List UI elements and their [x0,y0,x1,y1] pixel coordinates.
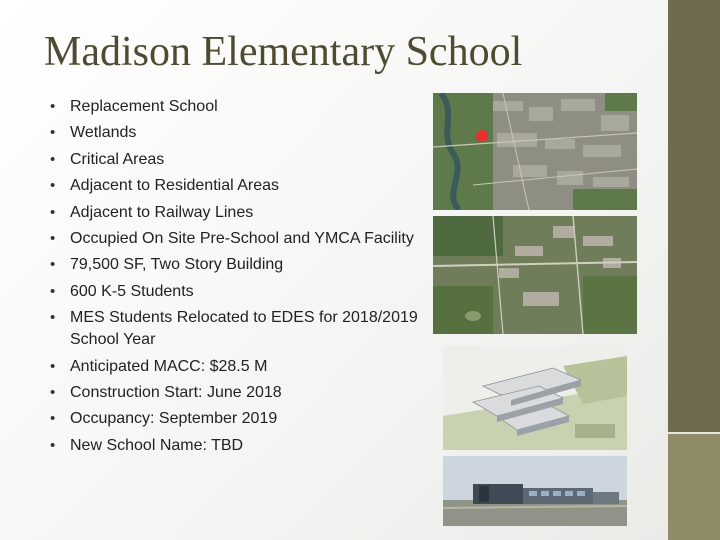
rendering-top-graphic [443,346,627,450]
bullet-glyph: • [50,98,56,115]
bullet-item [50,96,422,118]
bullet-item [50,202,422,224]
bullet-item [50,149,422,171]
bullet-glyph: • [50,357,56,375]
bullet-glyph: • [50,150,56,168]
building-rendering-top [443,346,627,450]
bullet-text: Occupancy: September 2019 [70,410,278,428]
side-bar-lower [668,434,720,540]
bullet-text: Anticipated MACC: $28.5 M [70,357,268,375]
bullet-item [50,408,422,430]
slide-title: Madison Elementary School [44,29,523,75]
bullet-glyph: • [50,177,56,195]
bullet-item [50,281,422,303]
rendering-front-graphic [443,456,627,526]
bullet-glyph: • [50,203,56,221]
building-rendering-front [443,456,627,526]
bullet-item [50,356,422,378]
map-marker [476,130,488,142]
bullet-item [50,228,422,250]
bullet-text: Construction Start: June 2018 [70,383,282,401]
aerial-photo-image [433,216,637,334]
bullet-text: Adjacent to Residential Areas [70,177,280,195]
bullet-glyph: • [50,309,56,327]
bullet-text: 79,500 SF, Two Story Building [70,256,284,274]
bullet-text: New School Name: TBD [70,436,244,454]
side-bar-upper [668,0,720,432]
bullet-item [50,382,422,404]
bullet-item [50,175,422,197]
bullet-text: Replacement School [70,98,218,115]
bullet-glyph: • [50,124,56,142]
bullet-text: 600 K-5 Students [70,282,194,300]
bullet-text: Occupied On Site Pre-School and YMCA Facility [70,229,414,247]
bullet-list [50,96,422,461]
bullet-item [50,307,422,351]
bullet-text: MES Students Relocated to EDES for 2018/2019 School Year [70,309,418,349]
aerial-photo-graphic [433,216,637,334]
bullet-glyph: • [50,410,56,428]
side-accent-bar [668,0,720,540]
bullet-text: Adjacent to Railway Lines [70,203,254,221]
bullet-item [50,254,422,276]
bullet-glyph: • [50,282,56,300]
aerial-map-graphic [433,93,637,210]
bullet-text: Critical Areas [70,150,165,168]
bullet-item [50,435,422,457]
bullet-text: Wetlands [70,124,137,142]
aerial-map-image [433,93,637,210]
bullet-glyph: • [50,383,56,401]
bullet-glyph: • [50,229,56,247]
bullet-glyph: • [50,436,56,454]
bullet-glyph: • [50,256,56,274]
bullet-item [50,122,422,144]
